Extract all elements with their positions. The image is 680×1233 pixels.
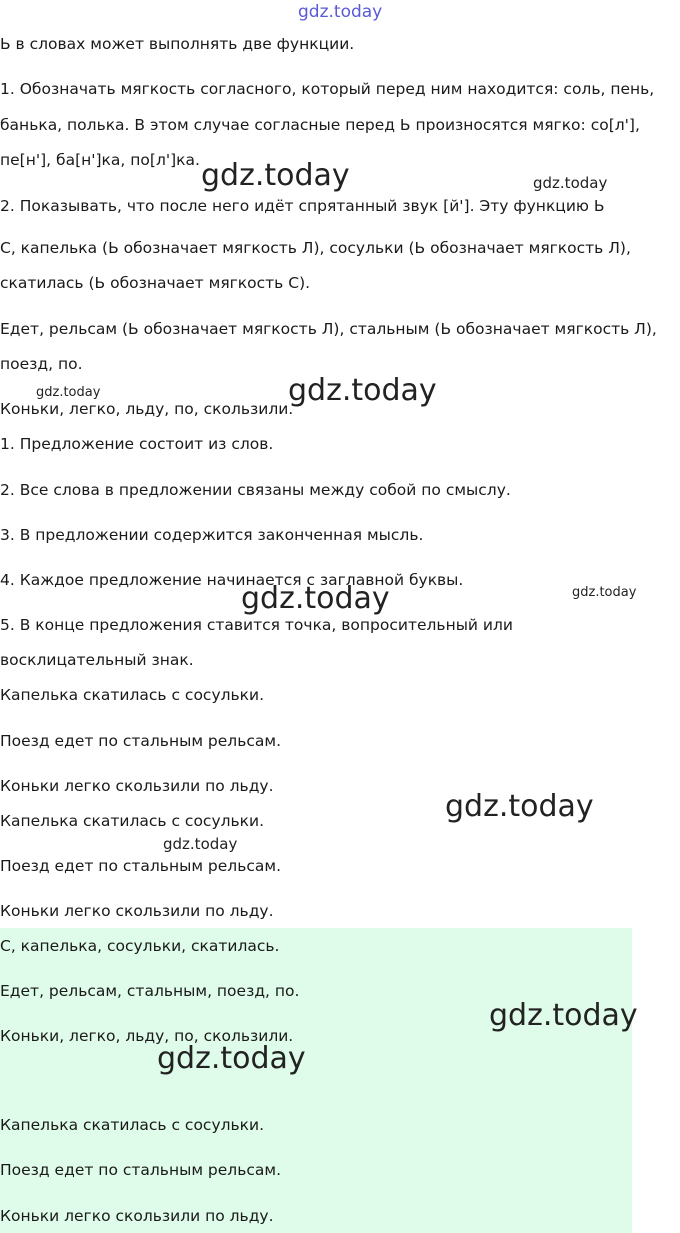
text-line: пе[н'], ба[н']ка, по[л']ка. [0, 151, 200, 169]
text-line: 2. Все слова в предложении связаны между собой по смыслу. [0, 481, 511, 499]
watermark: gdz.today [36, 385, 101, 400]
text-line: 1. Предложение состоит из слов. [0, 435, 274, 453]
text-line: 2. Показывать, что после него идёт спрятанный звук [й']. Эту функцию Ь [0, 197, 605, 215]
text-line: Коньки легко скользили по льду. [0, 1207, 274, 1225]
text-line: 3. В предложении содержится законченная мысль. [0, 526, 424, 544]
text-line: Капелька скатилась с сосульки. [0, 686, 265, 704]
text-line: 4. Каждое предложение начинается с заглавной буквы. [0, 571, 464, 589]
text-line: Коньки легко скользили по льду. [0, 902, 274, 920]
text-line: Коньки, легко, льду, по, скользили. [0, 400, 294, 418]
text-line: 1. Обозначать мягкость согласного, который перед ним находится: соль, пень, [0, 80, 655, 98]
text-line: С, капелька, сосульки, скатилась. [0, 937, 280, 955]
text-line: Едет, рельсам (Ь обозначает мягкость Л), стальным (Ь обозначает мягкость Л), [0, 320, 657, 338]
text-line: Ь в словах может выполнять две функции. [0, 35, 355, 53]
text-line: поезд, по. [0, 355, 83, 373]
text-line: Едет, рельсам, стальным, поезд, по. [0, 982, 300, 1000]
text-line: Поезд едет по стальным рельсам. [0, 732, 281, 750]
text-line: скатилась (Ь обозначает мягкость С). [0, 274, 311, 292]
text-line: 5. В конце предложения ставится точка, вопросительный или [0, 616, 513, 634]
text-line: восклицательный знак. [0, 651, 194, 669]
text-line: С, капелька (Ь обозначает мягкость Л), сосульки (Ь обозначает мягкость Л), [0, 239, 631, 257]
watermark-top: gdz.today [298, 2, 383, 22]
watermark: gdz.today [288, 373, 437, 408]
answer-highlight-block [0, 928, 632, 1233]
watermark: gdz.today [163, 835, 238, 853]
text-line: банька, полька. В этом случае согласные перед Ь произносятся мягко: со[л'], [0, 116, 640, 134]
watermark: gdz.today [201, 158, 350, 193]
watermark: gdz.today [241, 581, 390, 616]
watermark: gdz.today [533, 174, 608, 192]
text-line: Коньки легко скользили по льду. [0, 777, 274, 795]
watermark: gdz.today [157, 1041, 306, 1076]
watermark: gdz.today [445, 789, 594, 824]
watermark: gdz.today [489, 998, 638, 1033]
watermark: gdz.today [572, 585, 637, 600]
text-line: Поезд едет по стальным рельсам. [0, 1161, 281, 1179]
text-line: Капелька скатилась с сосульки. [0, 1116, 265, 1134]
text-line: Коньки, легко, льду, по, скользили. [0, 1027, 294, 1045]
text-line: Капелька скатилась с сосульки. [0, 812, 265, 830]
text-line: Поезд едет по стальным рельсам. [0, 857, 281, 875]
